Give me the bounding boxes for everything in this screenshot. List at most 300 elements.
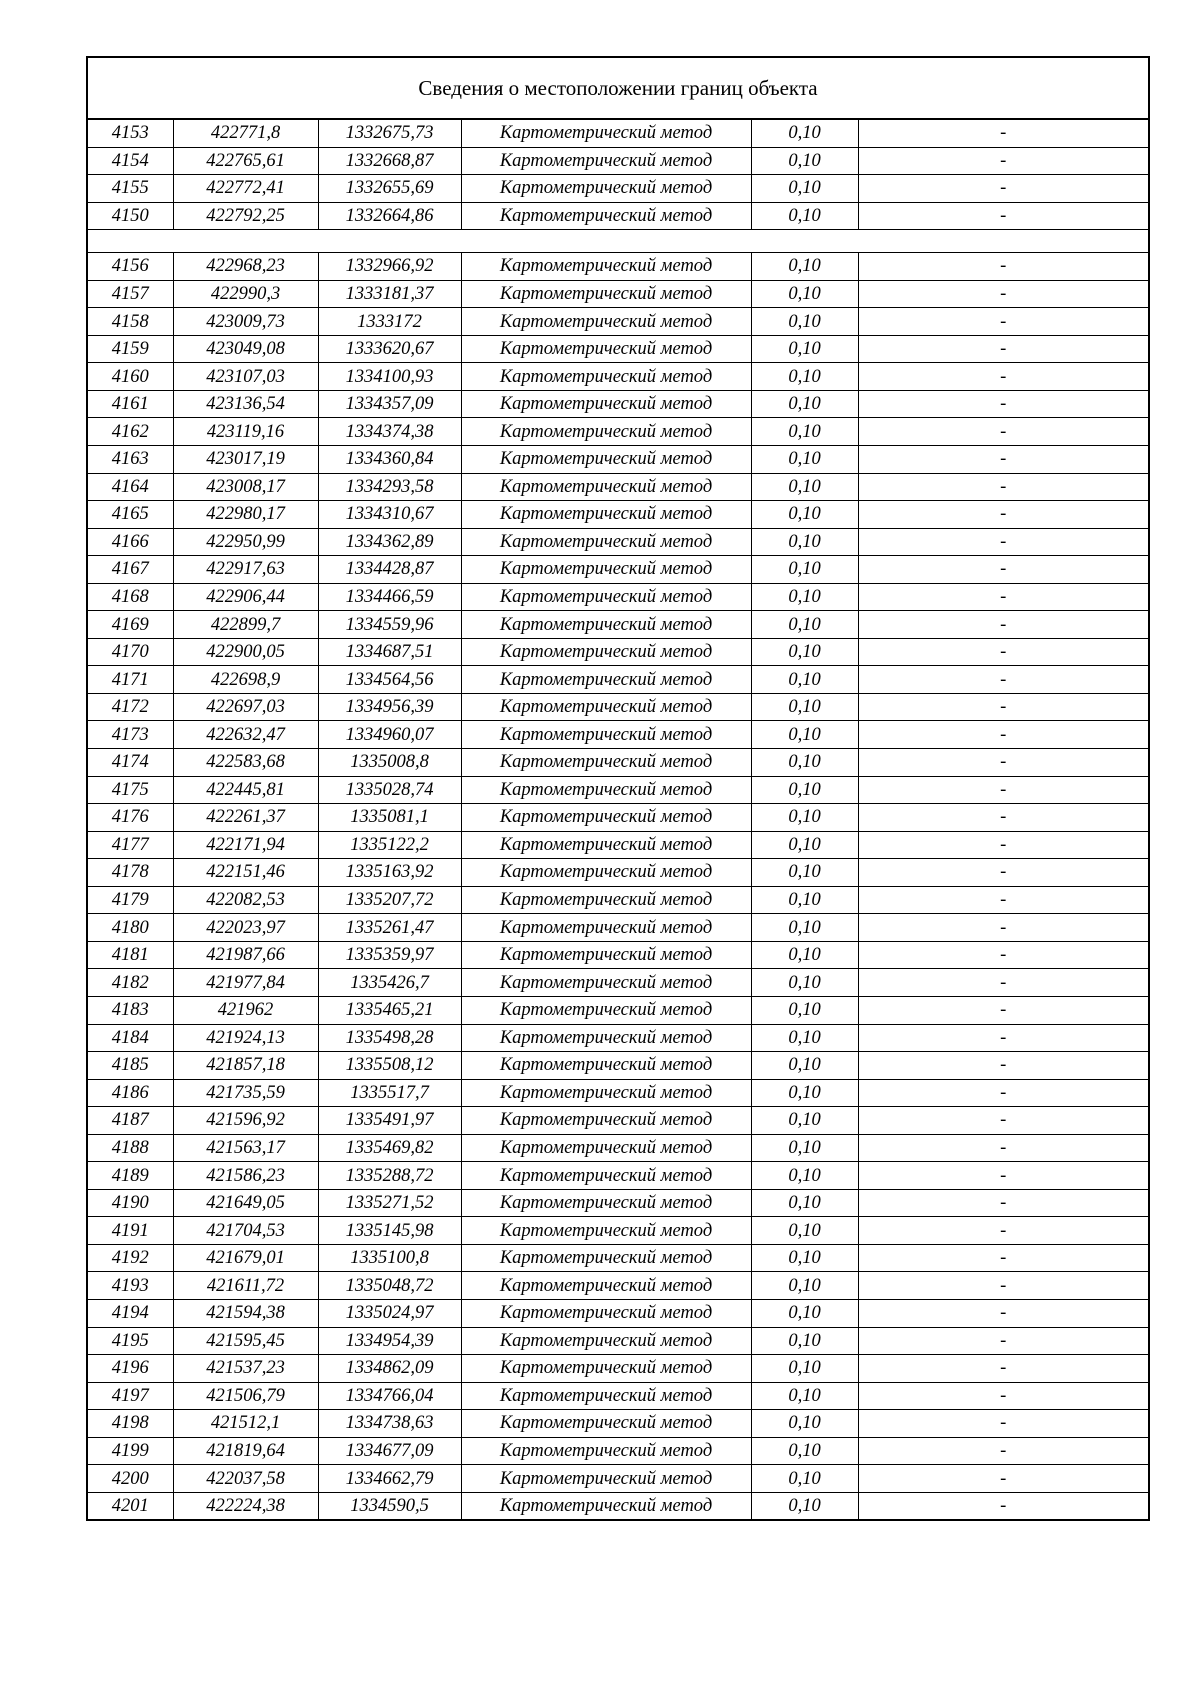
description-cell: - xyxy=(858,804,1148,832)
description-cell: - xyxy=(858,749,1148,777)
y-coordinate-cell: 1334766,04 xyxy=(318,1382,461,1410)
x-coordinate-cell: 423008,17 xyxy=(173,473,318,501)
y-coordinate-cell: 1334466,59 xyxy=(318,583,461,611)
table-row xyxy=(88,308,1148,336)
accuracy-cell: 0,10 xyxy=(751,804,858,832)
table-row xyxy=(88,175,1148,203)
point-number-cell: 4183 xyxy=(88,996,173,1024)
table-row xyxy=(88,335,1148,363)
accuracy-cell: 0,10 xyxy=(751,1024,858,1052)
y-coordinate-cell: 1334362,89 xyxy=(318,528,461,556)
y-coordinate-cell: 1334357,09 xyxy=(318,390,461,418)
x-coordinate-cell: 421649,05 xyxy=(173,1189,318,1217)
accuracy-cell: 0,10 xyxy=(751,611,858,639)
description-cell: - xyxy=(858,721,1148,749)
y-coordinate-cell: 1334100,93 xyxy=(318,363,461,391)
table-row xyxy=(88,1052,1148,1080)
method-cell: Картометрический метод xyxy=(461,335,751,363)
table-row xyxy=(88,528,1148,556)
description-cell: - xyxy=(858,1355,1148,1383)
y-coordinate-cell: 1332664,86 xyxy=(318,202,461,230)
y-coordinate-cell: 1334960,07 xyxy=(318,721,461,749)
x-coordinate-cell: 421594,38 xyxy=(173,1299,318,1327)
description-cell: - xyxy=(858,1162,1148,1190)
table-row xyxy=(88,1134,1148,1162)
method-cell: Картометрический метод xyxy=(461,1244,751,1272)
y-coordinate-cell: 1332675,73 xyxy=(318,120,461,147)
description-cell: - xyxy=(858,1024,1148,1052)
point-number-cell: 4188 xyxy=(88,1134,173,1162)
method-cell: Картометрический метод xyxy=(461,1189,751,1217)
accuracy-cell: 0,10 xyxy=(751,1492,858,1519)
table-row xyxy=(88,749,1148,777)
method-cell: Картометрический метод xyxy=(461,363,751,391)
table-row xyxy=(88,666,1148,694)
point-number-cell: 4177 xyxy=(88,831,173,859)
point-number-cell: 4161 xyxy=(88,390,173,418)
table-row xyxy=(88,583,1148,611)
table-row xyxy=(88,1492,1148,1519)
x-coordinate-cell: 421595,45 xyxy=(173,1327,318,1355)
accuracy-cell: 0,10 xyxy=(751,175,858,203)
y-coordinate-cell: 1335081,1 xyxy=(318,804,461,832)
description-cell: - xyxy=(858,253,1148,281)
y-coordinate-cell: 1335024,97 xyxy=(318,1299,461,1327)
y-coordinate-cell: 1334428,87 xyxy=(318,556,461,584)
y-coordinate-cell: 1334738,63 xyxy=(318,1410,461,1438)
x-coordinate-cell: 422765,61 xyxy=(173,147,318,175)
description-cell: - xyxy=(858,120,1148,147)
accuracy-cell: 0,10 xyxy=(751,638,858,666)
x-coordinate-cell: 422990,3 xyxy=(173,280,318,308)
accuracy-cell: 0,10 xyxy=(751,583,858,611)
description-cell: - xyxy=(858,1382,1148,1410)
x-coordinate-cell: 423107,03 xyxy=(173,363,318,391)
method-cell: Картометрический метод xyxy=(461,1162,751,1190)
x-coordinate-cell: 422082,53 xyxy=(173,886,318,914)
method-cell: Картометрический метод xyxy=(461,831,751,859)
table-row xyxy=(88,1437,1148,1465)
table-row xyxy=(88,611,1148,639)
boundary-coordinates-table xyxy=(88,120,1148,1519)
description-cell: - xyxy=(858,473,1148,501)
x-coordinate-cell: 423049,08 xyxy=(173,335,318,363)
description-cell: - xyxy=(858,1272,1148,1300)
point-number-cell: 4165 xyxy=(88,501,173,529)
point-number-cell: 4200 xyxy=(88,1465,173,1493)
accuracy-cell: 0,10 xyxy=(751,1189,858,1217)
x-coordinate-cell: 422171,94 xyxy=(173,831,318,859)
x-coordinate-cell: 422900,05 xyxy=(173,638,318,666)
x-coordinate-cell: 421596,92 xyxy=(173,1107,318,1135)
table-title: Сведения о местоположении границ объекта xyxy=(88,58,1148,120)
y-coordinate-cell: 1333620,67 xyxy=(318,335,461,363)
table-row xyxy=(88,253,1148,281)
description-cell: - xyxy=(858,969,1148,997)
y-coordinate-cell: 1335163,92 xyxy=(318,859,461,887)
table-row xyxy=(88,638,1148,666)
point-number-cell: 4186 xyxy=(88,1079,173,1107)
table-row xyxy=(88,776,1148,804)
y-coordinate-cell: 1334293,58 xyxy=(318,473,461,501)
method-cell: Картометрический метод xyxy=(461,1465,751,1493)
x-coordinate-cell: 421987,66 xyxy=(173,941,318,969)
description-cell: - xyxy=(858,1410,1148,1438)
point-number-cell: 4158 xyxy=(88,308,173,336)
x-coordinate-cell: 422037,58 xyxy=(173,1465,318,1493)
accuracy-cell: 0,10 xyxy=(751,446,858,474)
point-number-cell: 4173 xyxy=(88,721,173,749)
y-coordinate-cell: 1335122,2 xyxy=(318,831,461,859)
description-cell: - xyxy=(858,1327,1148,1355)
point-number-cell: 4150 xyxy=(88,202,173,230)
method-cell: Картометрический метод xyxy=(461,253,751,281)
accuracy-cell: 0,10 xyxy=(751,1244,858,1272)
x-coordinate-cell: 422151,46 xyxy=(173,859,318,887)
x-coordinate-cell: 422261,37 xyxy=(173,804,318,832)
accuracy-cell: 0,10 xyxy=(751,473,858,501)
method-cell: Картометрический метод xyxy=(461,1410,751,1438)
description-cell: - xyxy=(858,996,1148,1024)
description-cell: - xyxy=(858,147,1148,175)
description-cell: - xyxy=(858,1052,1148,1080)
y-coordinate-cell: 1335359,97 xyxy=(318,941,461,969)
point-number-cell: 4162 xyxy=(88,418,173,446)
accuracy-cell: 0,10 xyxy=(751,666,858,694)
point-number-cell: 4180 xyxy=(88,914,173,942)
method-cell: Картометрический метод xyxy=(461,147,751,175)
method-cell: Картометрический метод xyxy=(461,202,751,230)
point-number-cell: 4199 xyxy=(88,1437,173,1465)
method-cell: Картометрический метод xyxy=(461,1327,751,1355)
method-cell: Картометрический метод xyxy=(461,280,751,308)
description-cell: - xyxy=(858,1299,1148,1327)
point-number-cell: 4166 xyxy=(88,528,173,556)
description-cell: - xyxy=(858,886,1148,914)
point-number-cell: 4179 xyxy=(88,886,173,914)
description-cell: - xyxy=(858,363,1148,391)
x-coordinate-cell: 422632,47 xyxy=(173,721,318,749)
x-coordinate-cell: 422950,99 xyxy=(173,528,318,556)
y-coordinate-cell: 1334862,09 xyxy=(318,1355,461,1383)
method-cell: Картометрический метод xyxy=(461,1052,751,1080)
method-cell: Картометрический метод xyxy=(461,446,751,474)
table-row xyxy=(88,1299,1148,1327)
description-cell: - xyxy=(858,418,1148,446)
method-cell: Картометрический метод xyxy=(461,390,751,418)
y-coordinate-cell: 1334559,96 xyxy=(318,611,461,639)
method-cell: Картометрический метод xyxy=(461,1217,751,1245)
point-number-cell: 4170 xyxy=(88,638,173,666)
table-row xyxy=(88,1272,1148,1300)
description-cell: - xyxy=(858,776,1148,804)
description-cell: - xyxy=(858,1244,1148,1272)
table-row xyxy=(88,418,1148,446)
y-coordinate-cell: 1332966,92 xyxy=(318,253,461,281)
table-row xyxy=(88,859,1148,887)
table-row xyxy=(88,1217,1148,1245)
description-cell: - xyxy=(858,1134,1148,1162)
table-row xyxy=(88,473,1148,501)
x-coordinate-cell: 422906,44 xyxy=(173,583,318,611)
x-coordinate-cell: 421857,18 xyxy=(173,1052,318,1080)
y-coordinate-cell: 1335517,7 xyxy=(318,1079,461,1107)
x-coordinate-cell: 421924,13 xyxy=(173,1024,318,1052)
y-coordinate-cell: 1335465,21 xyxy=(318,996,461,1024)
y-coordinate-cell: 1335491,97 xyxy=(318,1107,461,1135)
table-row xyxy=(88,1410,1148,1438)
table-row xyxy=(88,280,1148,308)
table-row xyxy=(88,693,1148,721)
x-coordinate-cell: 422899,7 xyxy=(173,611,318,639)
method-cell: Картометрический метод xyxy=(461,749,751,777)
point-number-cell: 4195 xyxy=(88,1327,173,1355)
point-number-cell: 4172 xyxy=(88,693,173,721)
point-number-cell: 4185 xyxy=(88,1052,173,1080)
method-cell: Картометрический метод xyxy=(461,1024,751,1052)
point-number-cell: 4197 xyxy=(88,1382,173,1410)
point-number-cell: 4157 xyxy=(88,280,173,308)
description-cell: - xyxy=(858,528,1148,556)
accuracy-cell: 0,10 xyxy=(751,1162,858,1190)
description-cell: - xyxy=(858,280,1148,308)
accuracy-cell: 0,10 xyxy=(751,1410,858,1438)
accuracy-cell: 0,10 xyxy=(751,693,858,721)
accuracy-cell: 0,10 xyxy=(751,308,858,336)
y-coordinate-cell: 1334310,67 xyxy=(318,501,461,529)
x-coordinate-cell: 421679,01 xyxy=(173,1244,318,1272)
method-cell: Картометрический метод xyxy=(461,611,751,639)
table-row xyxy=(88,147,1148,175)
table-row xyxy=(88,969,1148,997)
method-cell: Картометрический метод xyxy=(461,1492,751,1519)
accuracy-cell: 0,10 xyxy=(751,335,858,363)
point-number-cell: 4182 xyxy=(88,969,173,997)
point-number-cell: 4175 xyxy=(88,776,173,804)
y-coordinate-cell: 1334956,39 xyxy=(318,693,461,721)
table-row xyxy=(88,1355,1148,1383)
point-number-cell: 4153 xyxy=(88,120,173,147)
table-row xyxy=(88,831,1148,859)
x-coordinate-cell: 421735,59 xyxy=(173,1079,318,1107)
method-cell: Картометрический метод xyxy=(461,1437,751,1465)
point-number-cell: 4167 xyxy=(88,556,173,584)
x-coordinate-cell: 422698,9 xyxy=(173,666,318,694)
y-coordinate-cell: 1334360,84 xyxy=(318,446,461,474)
group-separator-cell xyxy=(88,230,1148,253)
point-number-cell: 4187 xyxy=(88,1107,173,1135)
y-coordinate-cell: 1334954,39 xyxy=(318,1327,461,1355)
point-number-cell: 4198 xyxy=(88,1410,173,1438)
point-number-cell: 4194 xyxy=(88,1299,173,1327)
x-coordinate-cell: 421506,79 xyxy=(173,1382,318,1410)
x-coordinate-cell: 421962 xyxy=(173,996,318,1024)
method-cell: Картометрический метод xyxy=(461,1382,751,1410)
x-coordinate-cell: 422792,25 xyxy=(173,202,318,230)
boundary-table-sheet xyxy=(86,56,1150,1521)
table-row xyxy=(88,1244,1148,1272)
point-number-cell: 4163 xyxy=(88,446,173,474)
description-cell: - xyxy=(858,666,1148,694)
description-cell: - xyxy=(858,1217,1148,1245)
description-cell: - xyxy=(858,308,1148,336)
x-coordinate-cell: 421819,64 xyxy=(173,1437,318,1465)
accuracy-cell: 0,10 xyxy=(751,253,858,281)
description-cell: - xyxy=(858,390,1148,418)
y-coordinate-cell: 1335100,8 xyxy=(318,1244,461,1272)
point-number-cell: 4193 xyxy=(88,1272,173,1300)
accuracy-cell: 0,10 xyxy=(751,363,858,391)
table-row xyxy=(88,1107,1148,1135)
table-row xyxy=(88,556,1148,584)
method-cell: Картометрический метод xyxy=(461,666,751,694)
y-coordinate-cell: 1333181,37 xyxy=(318,280,461,308)
x-coordinate-cell: 422980,17 xyxy=(173,501,318,529)
method-cell: Картометрический метод xyxy=(461,418,751,446)
group-separator-row xyxy=(88,230,1148,253)
point-number-cell: 4184 xyxy=(88,1024,173,1052)
x-coordinate-cell: 422023,97 xyxy=(173,914,318,942)
accuracy-cell: 0,10 xyxy=(751,418,858,446)
accuracy-cell: 0,10 xyxy=(751,1217,858,1245)
method-cell: Картометрический метод xyxy=(461,556,751,584)
accuracy-cell: 0,10 xyxy=(751,501,858,529)
point-number-cell: 4191 xyxy=(88,1217,173,1245)
table-row xyxy=(88,1162,1148,1190)
method-cell: Картометрический метод xyxy=(461,1107,751,1135)
description-cell: - xyxy=(858,175,1148,203)
method-cell: Картометрический метод xyxy=(461,1134,751,1162)
description-cell: - xyxy=(858,1107,1148,1135)
accuracy-cell: 0,10 xyxy=(751,202,858,230)
method-cell: Картометрический метод xyxy=(461,1299,751,1327)
x-coordinate-cell: 421512,1 xyxy=(173,1410,318,1438)
accuracy-cell: 0,10 xyxy=(751,1355,858,1383)
method-cell: Картометрический метод xyxy=(461,693,751,721)
accuracy-cell: 0,10 xyxy=(751,528,858,556)
y-coordinate-cell: 1334374,38 xyxy=(318,418,461,446)
y-coordinate-cell: 1335048,72 xyxy=(318,1272,461,1300)
method-cell: Картометрический метод xyxy=(461,914,751,942)
table-row xyxy=(88,804,1148,832)
point-number-cell: 4189 xyxy=(88,1162,173,1190)
y-coordinate-cell: 1334687,51 xyxy=(318,638,461,666)
y-coordinate-cell: 1332655,69 xyxy=(318,175,461,203)
description-cell: - xyxy=(858,1437,1148,1465)
table-row xyxy=(88,1189,1148,1217)
table-row xyxy=(88,363,1148,391)
point-number-cell: 4176 xyxy=(88,804,173,832)
accuracy-cell: 0,10 xyxy=(751,1465,858,1493)
method-cell: Картометрический метод xyxy=(461,501,751,529)
method-cell: Картометрический метод xyxy=(461,996,751,1024)
y-coordinate-cell: 1335207,72 xyxy=(318,886,461,914)
table-row xyxy=(88,1382,1148,1410)
x-coordinate-cell: 423017,19 xyxy=(173,446,318,474)
point-number-cell: 4155 xyxy=(88,175,173,203)
description-cell: - xyxy=(858,1465,1148,1493)
description-cell: - xyxy=(858,583,1148,611)
method-cell: Картометрический метод xyxy=(461,941,751,969)
point-number-cell: 4171 xyxy=(88,666,173,694)
x-coordinate-cell: 421586,23 xyxy=(173,1162,318,1190)
accuracy-cell: 0,10 xyxy=(751,1107,858,1135)
accuracy-cell: 0,10 xyxy=(751,556,858,584)
accuracy-cell: 0,10 xyxy=(751,1299,858,1327)
accuracy-cell: 0,10 xyxy=(751,914,858,942)
table-row xyxy=(88,446,1148,474)
accuracy-cell: 0,10 xyxy=(751,147,858,175)
method-cell: Картометрический метод xyxy=(461,175,751,203)
method-cell: Картометрический метод xyxy=(461,308,751,336)
table-row xyxy=(88,914,1148,942)
accuracy-cell: 0,10 xyxy=(751,390,858,418)
y-coordinate-cell: 1335145,98 xyxy=(318,1217,461,1245)
point-number-cell: 4174 xyxy=(88,749,173,777)
accuracy-cell: 0,10 xyxy=(751,969,858,997)
description-cell: - xyxy=(858,914,1148,942)
accuracy-cell: 0,10 xyxy=(751,886,858,914)
accuracy-cell: 0,10 xyxy=(751,1052,858,1080)
accuracy-cell: 0,10 xyxy=(751,120,858,147)
method-cell: Картометрический метод xyxy=(461,969,751,997)
table-row xyxy=(88,721,1148,749)
description-cell: - xyxy=(858,1492,1148,1519)
accuracy-cell: 0,10 xyxy=(751,859,858,887)
point-number-cell: 4160 xyxy=(88,363,173,391)
x-coordinate-cell: 422445,81 xyxy=(173,776,318,804)
accuracy-cell: 0,10 xyxy=(751,831,858,859)
accuracy-cell: 0,10 xyxy=(751,1327,858,1355)
table-row xyxy=(88,1024,1148,1052)
accuracy-cell: 0,10 xyxy=(751,749,858,777)
point-number-cell: 4178 xyxy=(88,859,173,887)
point-number-cell: 4192 xyxy=(88,1244,173,1272)
table-row xyxy=(88,886,1148,914)
x-coordinate-cell: 422224,38 xyxy=(173,1492,318,1519)
table-row xyxy=(88,1327,1148,1355)
x-coordinate-cell: 422697,03 xyxy=(173,693,318,721)
method-cell: Картометрический метод xyxy=(461,859,751,887)
y-coordinate-cell: 1332668,87 xyxy=(318,147,461,175)
x-coordinate-cell: 422772,41 xyxy=(173,175,318,203)
description-cell: - xyxy=(858,693,1148,721)
accuracy-cell: 0,10 xyxy=(751,721,858,749)
method-cell: Картометрический метод xyxy=(461,528,751,556)
point-number-cell: 4201 xyxy=(88,1492,173,1519)
table-row xyxy=(88,120,1148,147)
accuracy-cell: 0,10 xyxy=(751,776,858,804)
accuracy-cell: 0,10 xyxy=(751,941,858,969)
point-number-cell: 4169 xyxy=(88,611,173,639)
method-cell: Картометрический метод xyxy=(461,1355,751,1383)
point-number-cell: 4190 xyxy=(88,1189,173,1217)
x-coordinate-cell: 421704,53 xyxy=(173,1217,318,1245)
description-cell: - xyxy=(858,859,1148,887)
x-coordinate-cell: 423136,54 xyxy=(173,390,318,418)
accuracy-cell: 0,10 xyxy=(751,1134,858,1162)
description-cell: - xyxy=(858,941,1148,969)
x-coordinate-cell: 421537,23 xyxy=(173,1355,318,1383)
method-cell: Картометрический метод xyxy=(461,120,751,147)
y-coordinate-cell: 1335426,7 xyxy=(318,969,461,997)
x-coordinate-cell: 421611,72 xyxy=(173,1272,318,1300)
point-number-cell: 4168 xyxy=(88,583,173,611)
y-coordinate-cell: 1334590,5 xyxy=(318,1492,461,1519)
table-row xyxy=(88,941,1148,969)
y-coordinate-cell: 1333172 xyxy=(318,308,461,336)
method-cell: Картометрический метод xyxy=(461,776,751,804)
